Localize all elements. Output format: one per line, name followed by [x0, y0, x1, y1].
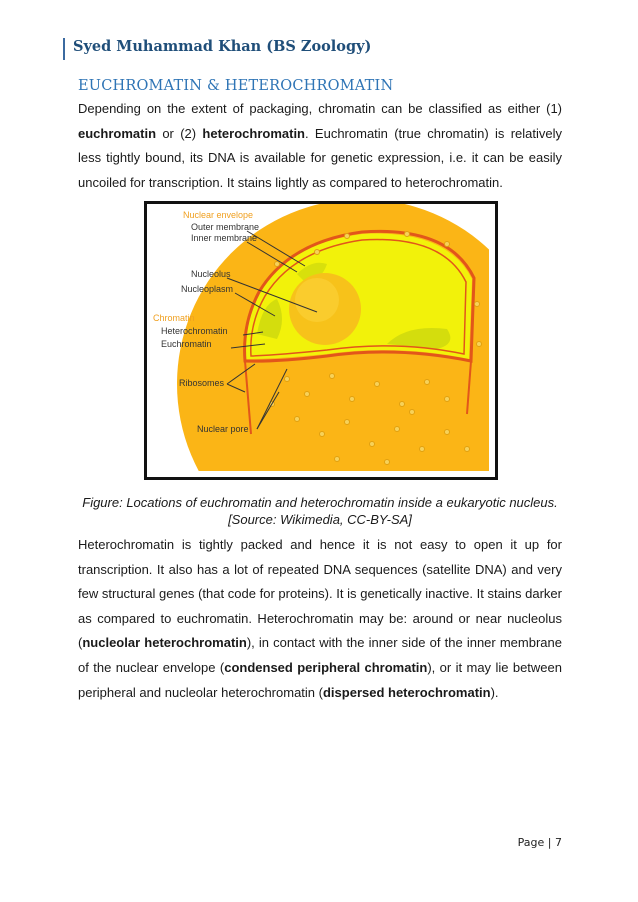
term-condensed-peripheral-chromatin: condensed peripheral chromatin: [224, 659, 428, 675]
label-nucleoplasm: Nucleoplasm: [181, 284, 234, 294]
label-chromatin: Chromatin: [153, 313, 195, 323]
body-paragraph: Heterochromatin is tightly packed and hence it is not easy to open it up for transcription. It also has a lot of repeated DNA sequences (satellite DNA) and very few structural genes (that code for proteins). It is genetically inactive. It stains darker as compared to euchromatin. Heterochromatin may be: around or near nucleolus (nucleolar heterochromatin), in contact with the inner side of the inner membrane of the nuclear envelope (condensed peripheral chromatin), or it may lie between peripheral and nucleolar heterochromatin (dispersed heterochromatin).: [78, 537, 562, 700]
intro-paragraph: Depending on the extent of packaging, chromatin can be classified as either (1) euchromatin or (2) heterochromatin. Euchromatin (true chromatin) is relatively less tightly bound, its DNA is available for genetic expression, i.e. it can be easily uncoiled for transcription. It stains lightly as compared to heterochromatin.: [78, 101, 562, 190]
section-title: EUCHROMATIN & HETEROCHROMATIN: [78, 78, 394, 94]
label-inner-membrane: Inner membrane: [191, 233, 258, 243]
term-dispersed-heterochromatin: dispersed heterochromatin: [322, 684, 491, 700]
label-nuclear-pore: Nuclear pore: [197, 424, 249, 434]
page-number: Page | 7: [517, 836, 562, 849]
nucleus-figure: [144, 201, 498, 480]
label-heterochromatin: Heterochromatin: [161, 326, 228, 336]
label-euchromatin: Euchromatin: [161, 339, 212, 349]
figure-source: [Source: Wikimedia, CC-BY-SA]: [228, 512, 412, 527]
label-nucleolus: Nucleolus: [191, 269, 231, 279]
figure-caption: Figure: Locations of euchromatin and heterochromatin inside a eukaryotic nucleus.: [82, 495, 558, 510]
label-outer-membrane: Outer membrane: [191, 222, 260, 232]
header-rule: [63, 38, 65, 60]
term-nucleolar-heterochromatin: nucleolar heterochromatin: [82, 635, 247, 651]
nucleus-diagram: [147, 204, 489, 471]
label-nuclear-envelope: Nuclear envelope: [183, 210, 254, 220]
label-ribosomes: Ribosomes: [179, 378, 225, 388]
page-header: Syed Muhammad Khan (BS Zoology): [73, 38, 372, 55]
term-euchromatin: euchromatin: [78, 125, 157, 141]
term-heterochromatin: heterochromatin: [202, 125, 305, 141]
